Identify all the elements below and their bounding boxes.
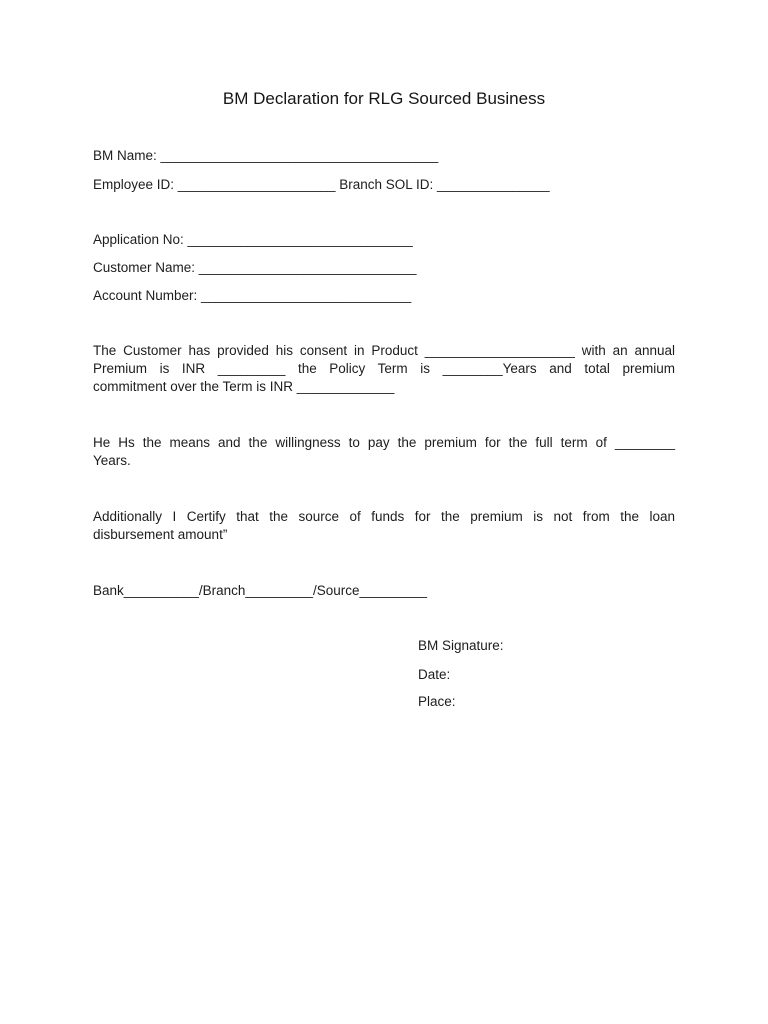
customer-name-field: Customer Name: _____________________________ xyxy=(93,260,417,275)
means-paragraph xyxy=(93,434,675,470)
account-number-field: Account Number: ____________________________ xyxy=(93,288,412,303)
paragraph-line: Premium is INR _________ the Policy Term is ________Years and total premium xyxy=(93,361,675,376)
bm-name-field: BM Name: _____________________________________ xyxy=(93,148,439,163)
certify-paragraph xyxy=(93,508,675,544)
paragraph-line: disbursement amount” xyxy=(93,527,228,542)
paragraph-line: Years. xyxy=(93,453,131,468)
bank-branch-source-line: Bank__________/Branch_________/Source_________ xyxy=(93,583,428,598)
branch-sol-id-field: Branch SOL ID: _______________ xyxy=(339,177,550,192)
paragraph-line: The Customer has provided his consent in Product ____________________ with an annual xyxy=(93,343,675,358)
document-title: BM Declaration for RLG Sourced Business xyxy=(222,89,546,108)
bm-signature-label: BM Signature: xyxy=(418,638,504,653)
place-label: Place: xyxy=(418,694,456,709)
date-label: Date: xyxy=(418,667,451,682)
application-no-field: Application No: ______________________________ xyxy=(93,232,413,247)
paragraph-line: Additionally I Certify that the source of funds for the premium is not from the loan xyxy=(93,509,675,524)
employee-id-field: Employee ID: _____________________ xyxy=(93,177,336,192)
employee-branch-row xyxy=(93,176,550,194)
paragraph-line: commitment over the Term is INR _____________ xyxy=(93,379,395,394)
consent-paragraph xyxy=(93,342,675,396)
paragraph-line: He Hs the means and the willingness to pay the premium for the full term of ________ xyxy=(93,435,675,450)
